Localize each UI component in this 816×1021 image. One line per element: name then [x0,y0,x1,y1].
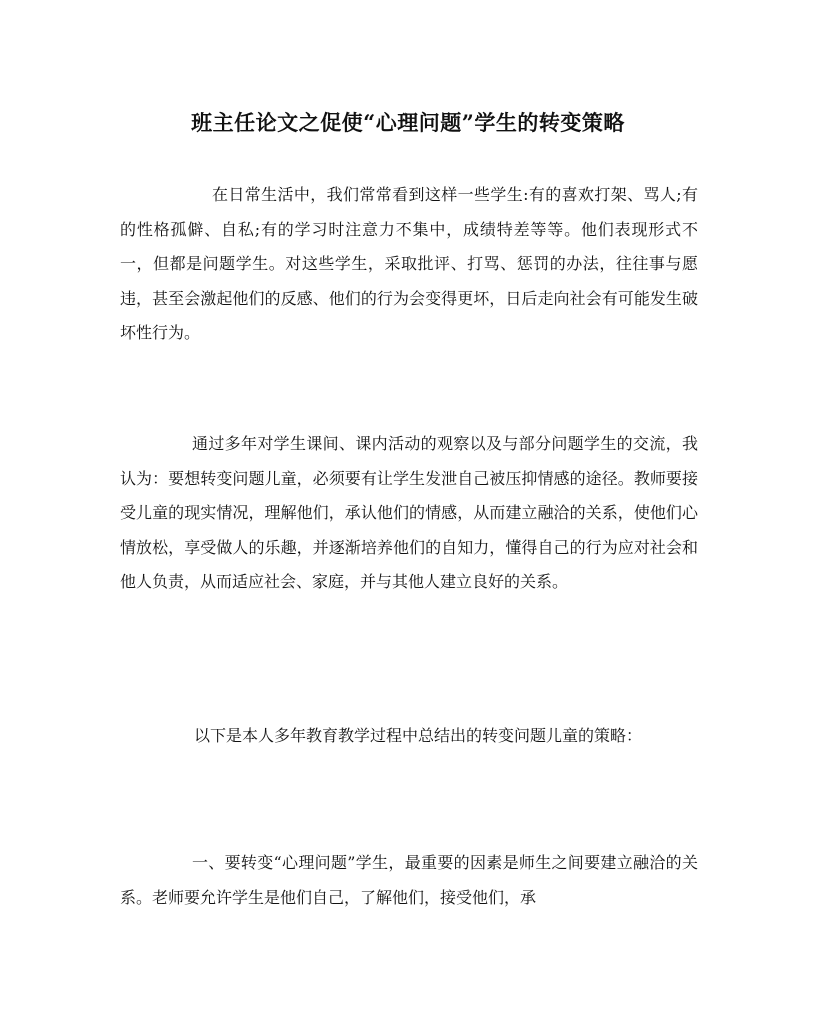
document-title: 班主任论文之促使“心理问题”学生的转变策略 [191,110,625,135]
paragraph-observation: 通过多年对学生课间、课内活动的观察以及与部分问题学生的交流，我认为：要想转变问题儿童，必须要有让学生发泄自己被压抑情感的途径。教师要接受儿童的现实情况，理解他们，承认他们的情感，从而建立融洽的关系，使他们心情放松，享受做人的乐趣，并逐渐培养他们的自知力，懂得自己的行为应对社会和他人负责，从而适应社会、家庭，并与其他人建立良好的关系。 [120,434,698,591]
paragraph-intro: 在日常生活中，我们常常看到这样一些学生:有的喜欢打架、骂人;有的性格孤僻、自私;有的学习时注意力不集中，成绩特差等等。他们表现形式不一，但都是问题学生。对这些学生，采取批评、打骂、惩罚的办法，往往事与愿违，甚至会激起他们的反感、他们的行为会变得更坏，日后走向社会有可能发生破坏性行为。 [120,185,698,342]
paragraph-strategy-one: 一、要转变“心理问题”学生，最重要的因素是师生之间要建立融洽的关系。老师要允许学生是他们自己，了解他们，接受他们，承 [120,853,698,907]
paragraph-strategy-intro: 以下是本人多年教育教学过程中总结出的转变问题儿童的策略： [194,726,643,745]
